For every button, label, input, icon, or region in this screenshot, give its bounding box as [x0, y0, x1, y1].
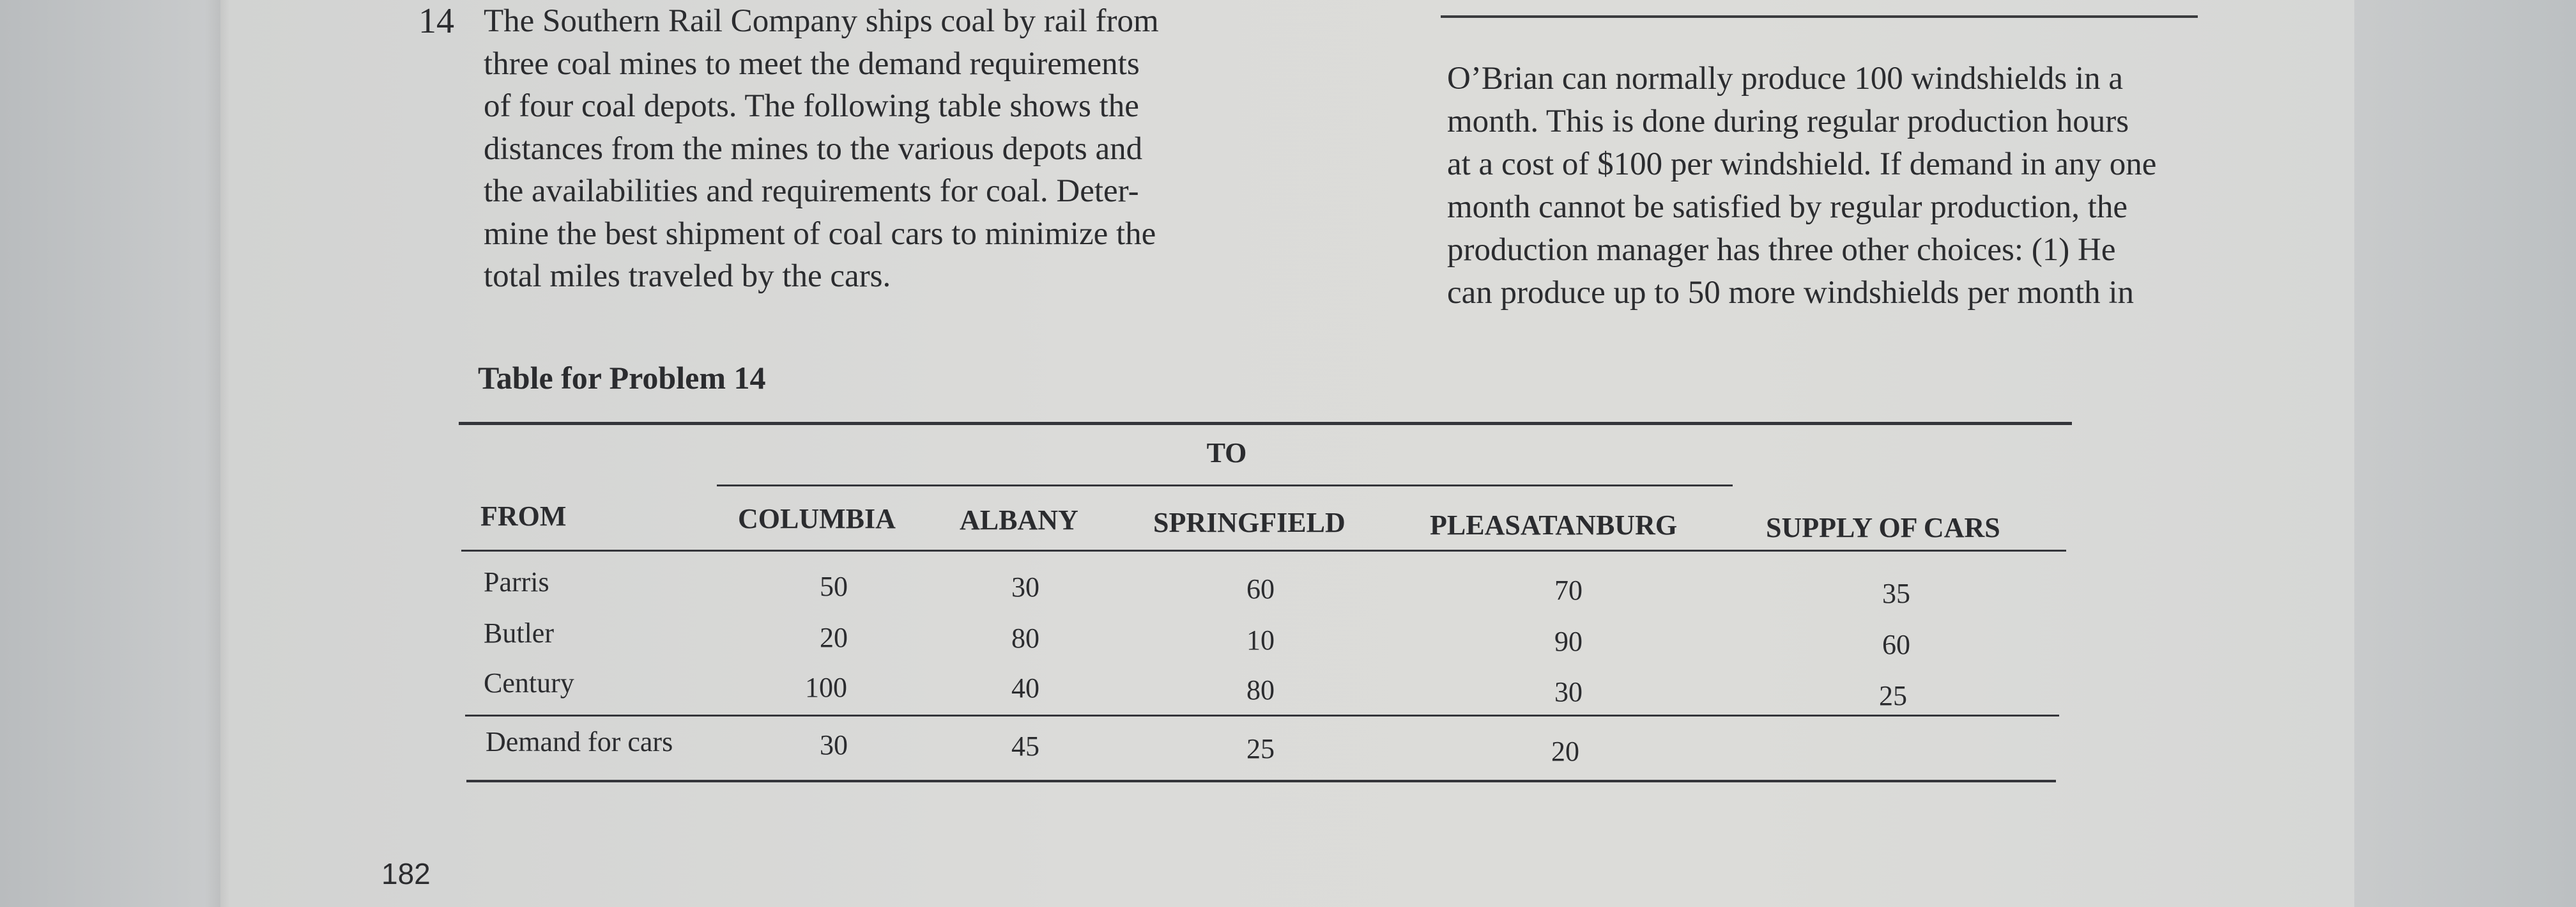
table-cell: 40 [1011, 672, 1039, 704]
problem-line: The Southern Rail Company ships coal by rail from [484, 3, 1159, 39]
col-header-springfield: SPRINGFIELD [1153, 507, 1346, 538]
column-top-rule [1441, 15, 2198, 18]
table-cell: 45 [1011, 731, 1039, 762]
table-cell: 30 [820, 729, 848, 761]
col-header-albany: ALBANY [960, 504, 1078, 536]
right-line: production manager has three other choices: (1) He [1447, 232, 2116, 268]
problem-line: of four coal depots. The following table shows the [484, 88, 1139, 124]
table-cell: 25 [1879, 680, 1907, 711]
table-cell: 30 [1011, 571, 1039, 603]
table-cell: 20 [820, 622, 848, 653]
problem-line: mine the best shipment of coal cars to minimize the [484, 215, 1156, 252]
page-edge-shadow [204, 0, 230, 907]
table-cell: 60 [1246, 573, 1275, 605]
demand-label: Demand for cars [486, 726, 673, 757]
problem-line: the availabilities and requirements for coal. Deter- [484, 173, 1139, 209]
header-rule [461, 550, 2066, 552]
col-header-supply: SUPPLY OF CARS [1766, 512, 2000, 543]
page-number: 182 [381, 857, 431, 890]
table-cell: 10 [1246, 624, 1275, 656]
table-cell: 60 [1882, 629, 1910, 660]
to-spanner-rule [717, 485, 1733, 486]
row-label: Parris [484, 566, 549, 598]
problem-text [484, 0, 1276, 298]
table-cell: 35 [1882, 578, 1910, 609]
table-caption: Table for Problem 14 [478, 360, 766, 396]
body-rule [465, 715, 2059, 717]
col-header-pleasatanburg: PLEASATANBURG [1430, 509, 1678, 541]
row-label: Butler [484, 617, 554, 649]
right-line: can produce up to 50 more windshields per month in [1447, 275, 2135, 311]
table-cell: 50 [820, 571, 848, 602]
table-cell: 20 [1551, 736, 1579, 767]
table-cell: 30 [1554, 676, 1583, 708]
row-label: Century [484, 667, 574, 699]
table-cell: 100 [805, 672, 847, 703]
right-line: month cannot be satisfied by regular production, the [1447, 189, 2128, 225]
right-column-text [1447, 58, 2201, 314]
table-cell: 25 [1246, 733, 1275, 764]
right-line: O’Brian can normally produce 100 windshields in a [1447, 61, 2124, 97]
right-line: month. This is done during regular production hours [1447, 104, 2129, 139]
table-cell: 80 [1011, 623, 1039, 654]
problem-line: total miles traveled by the cars. [484, 258, 891, 294]
to-label: TO [1206, 437, 1247, 469]
right-line: at a cost of $100 per windshield. If demand in any one [1447, 146, 2157, 182]
problem-line: distances from the mines to the various depots and [484, 130, 1143, 167]
from-header: FROM [480, 500, 567, 532]
table-cell: 70 [1554, 575, 1583, 606]
table-cell: 80 [1246, 674, 1275, 706]
table-cell: 90 [1554, 626, 1583, 657]
col-header-columbia: COLUMBIA [738, 503, 896, 534]
problem-line: three coal mines to meet the demand requirements [484, 45, 1140, 82]
table-top-rule [459, 422, 2072, 425]
table-bottom-rule [466, 780, 2056, 782]
problem-number: 14 [418, 1, 454, 41]
